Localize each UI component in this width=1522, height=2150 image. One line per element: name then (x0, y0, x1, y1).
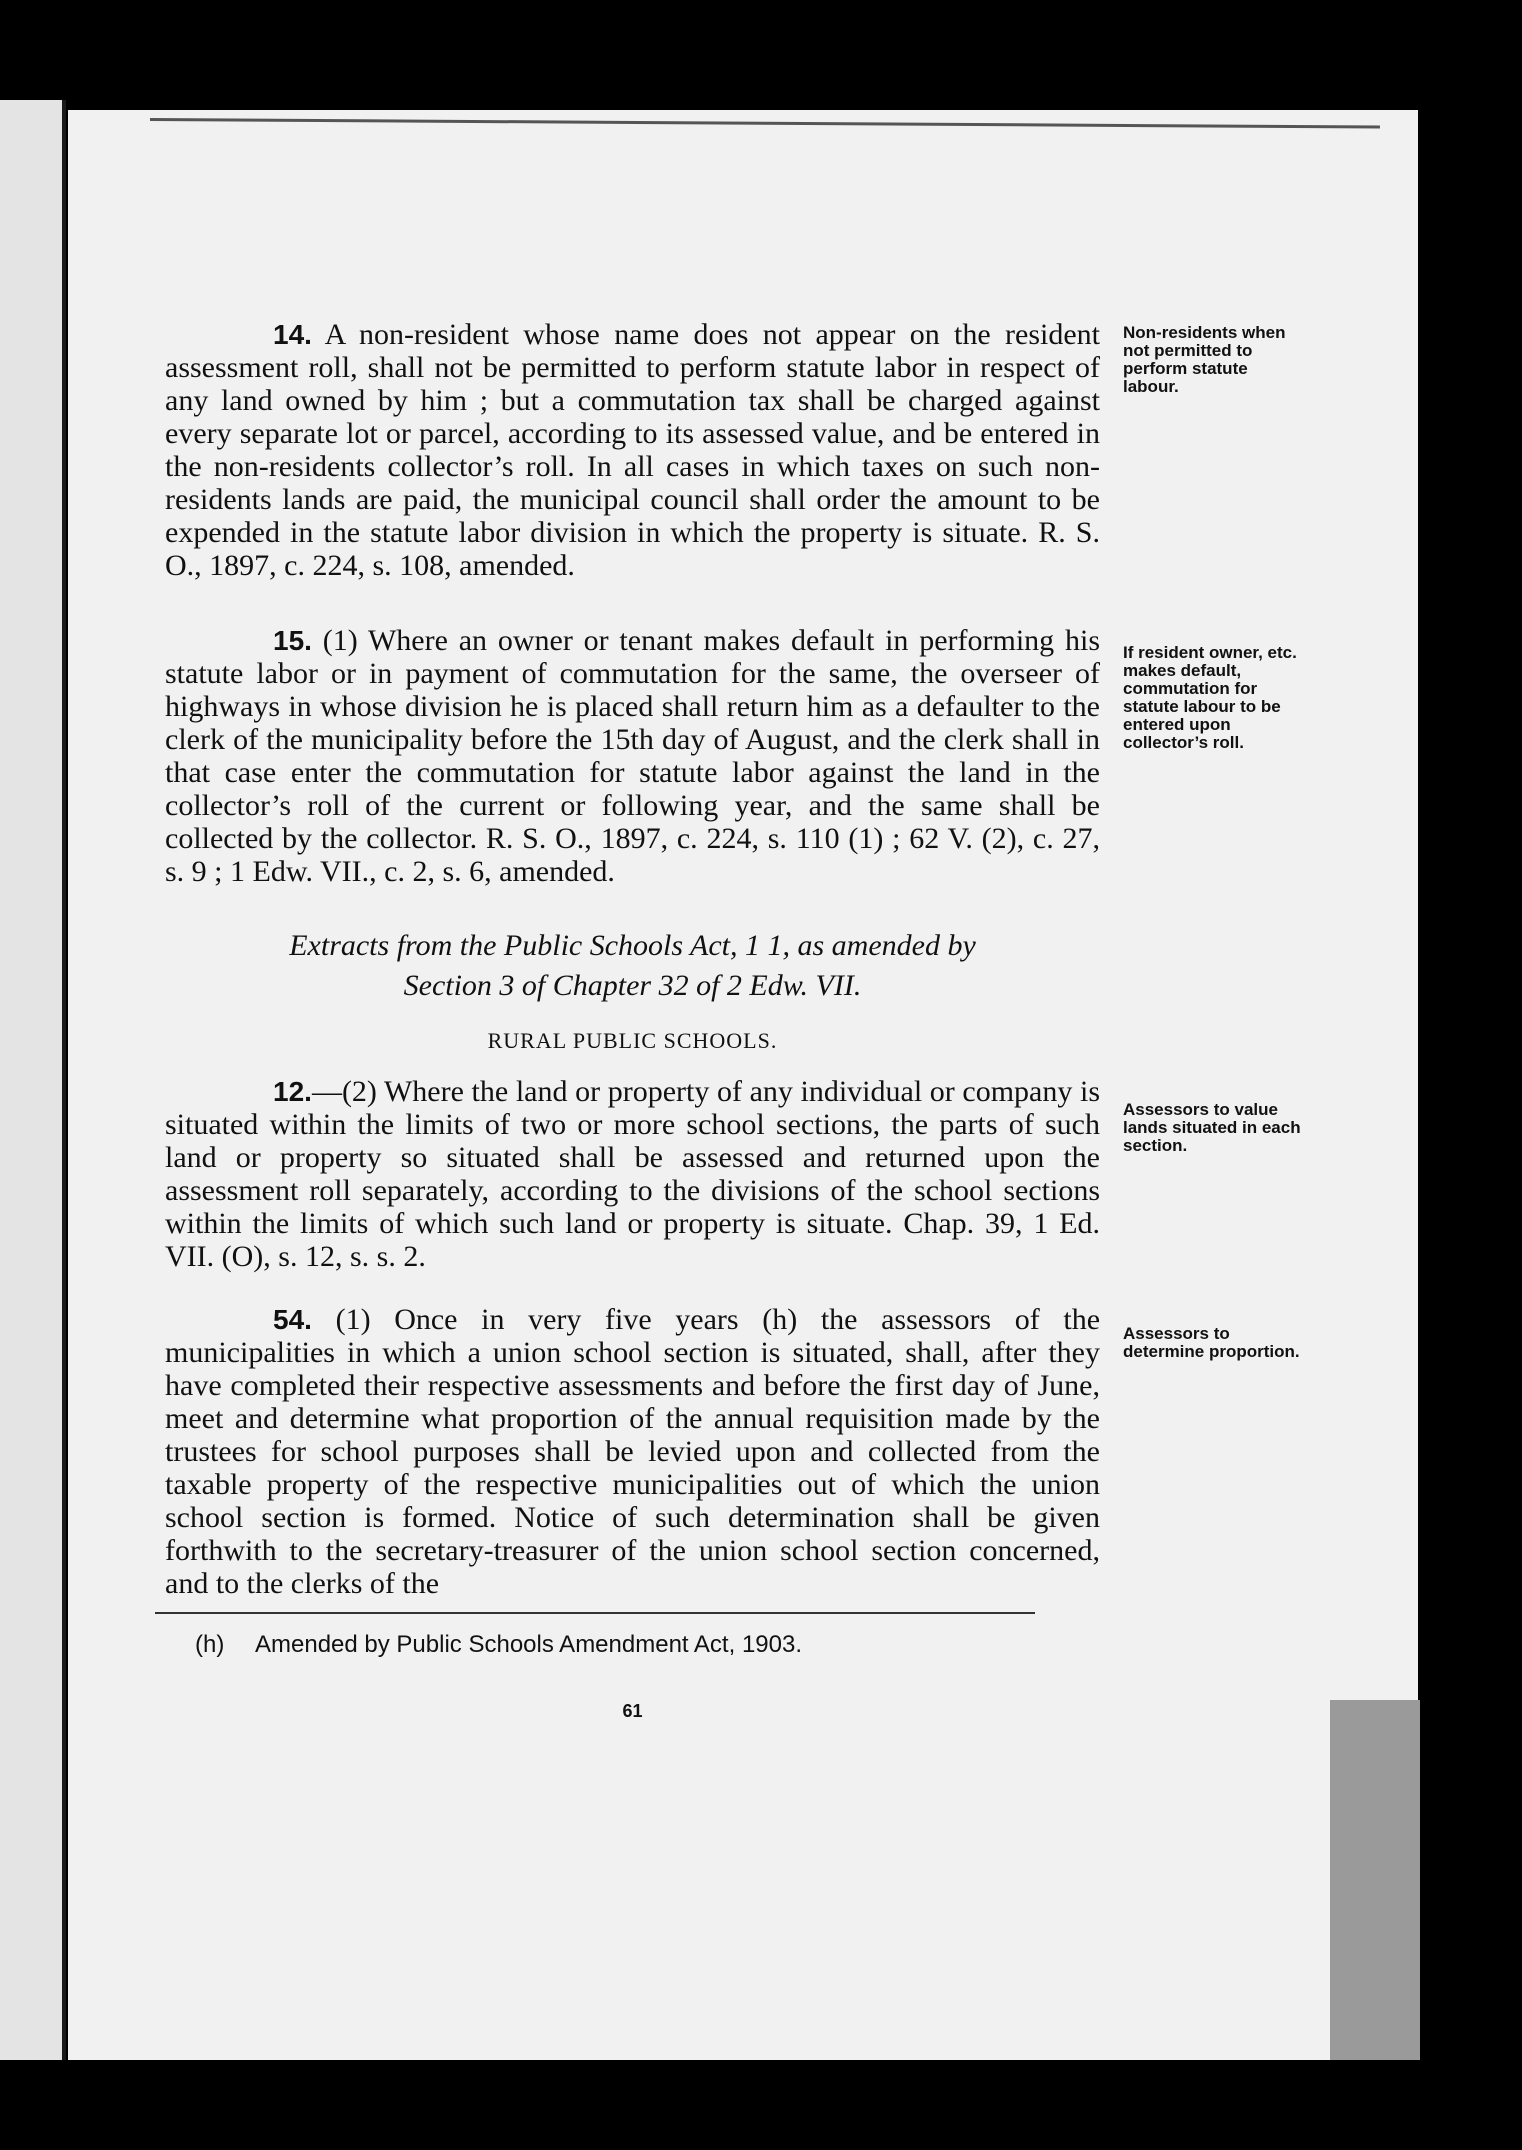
section-15 (165, 624, 1297, 888)
page-number: 61 (622, 1701, 643, 1721)
rural-public-schools-heading: RURAL PUBLIC SCHOOLS. (487, 1028, 778, 1053)
section-body: —(2) Where the land or property of any individual or company is situated within the limits of two or more school sections, the parts of such land or property so situated shall be assessed and returned upon the assessment roll separately, according to the divisions of the school sections within the limits of which such land or property is situate. Chap. 39, 1 Ed. VII. (O), s. 12, s. s. 2. (165, 1075, 1100, 1273)
section-number: 15. (273, 625, 312, 656)
page-content (165, 318, 1301, 1728)
section-number: 14. (273, 319, 312, 350)
section-12-text (165, 1075, 1100, 1273)
facing-page-edge (0, 100, 66, 2060)
section-number: 12. (273, 1076, 312, 1107)
section-body: (1) Once in very five years (h) the assessors of the municipalities in which a union school section is situated, shall, after they have completed their respective assessments and before the first day of June, meet and determine what proportion of the annual requisition made by the trustees for school purposes shall be levied upon and collected from the taxable property of the respective municipalities out of which the union school section is formed. Notice of such determination shall be given forthwith to the secretary-treasurer of the union school section concerned, and to the clerks of the (165, 1303, 1101, 1600)
margin-note: Assessors to value lands situated in each section. (1123, 1100, 1301, 1155)
section-14-text (165, 318, 1100, 582)
page-shadow (1330, 1700, 1420, 2060)
section-54 (165, 1303, 1300, 1600)
section-14 (165, 318, 1286, 582)
section-body: A non-resident whose name does not appear on the resident assessment roll, shall not be permitted to perform statute labor in respect of any land owned by him ; but a commutation tax shall be charged against every separate lot or parcel, according to its assessed value, and be entered in the non-residents collector’s roll. In all cases in which taxes on such non-residents lands are paid, the municipal council shall order the amount to be expended in the statute labor division in which the property is situate. R. S. O., 1897, c. 224, s. 108, amended. (165, 318, 1100, 582)
extract-heading-line-1: Extracts from the Public Schools Act, 1 1, as amended by (289, 929, 976, 962)
section-body: (1) Where an owner or tenant makes default in performing his statute labor or in payment of commutation for the same, the overseer of highways in whose division he is placed shall return him as a defaulter to the clerk of the municipality before the 15th day of August, and the clerk shall in that case enter the commutation for statute labor against the land in the collector’s roll of the current or following year, and the same shall be collected by the collector. R. S. O., 1897, c. 224, s. 110 (1) ; 62 V. (2), c. 27, s. 9 ; 1 Edw. VII., c. 2, s. 6, amended. (165, 624, 1101, 888)
footnote (165, 1628, 1255, 1661)
extract-heading-line-2: Section 3 of Chapter 32 of 2 Edw. VII. (403, 969, 862, 1002)
margin-note: Non-residents when not permitted to perform statute labour. (1123, 323, 1286, 396)
margin-note: If resident owner, etc. makes default, commutation for statute labour to be entered upon collector’s roll. (1123, 643, 1297, 752)
section-number: 54. (273, 1304, 312, 1335)
section-54-text (165, 1303, 1100, 1600)
margin-note: Assessors to determine proportion. (1123, 1324, 1300, 1361)
section-12 (165, 1075, 1301, 1273)
footnote-text: Amended by Public Schools Amendment Act, 1903. (255, 1631, 802, 1658)
section-15-text (165, 624, 1100, 888)
footnote-marker: (h) (195, 1631, 225, 1658)
